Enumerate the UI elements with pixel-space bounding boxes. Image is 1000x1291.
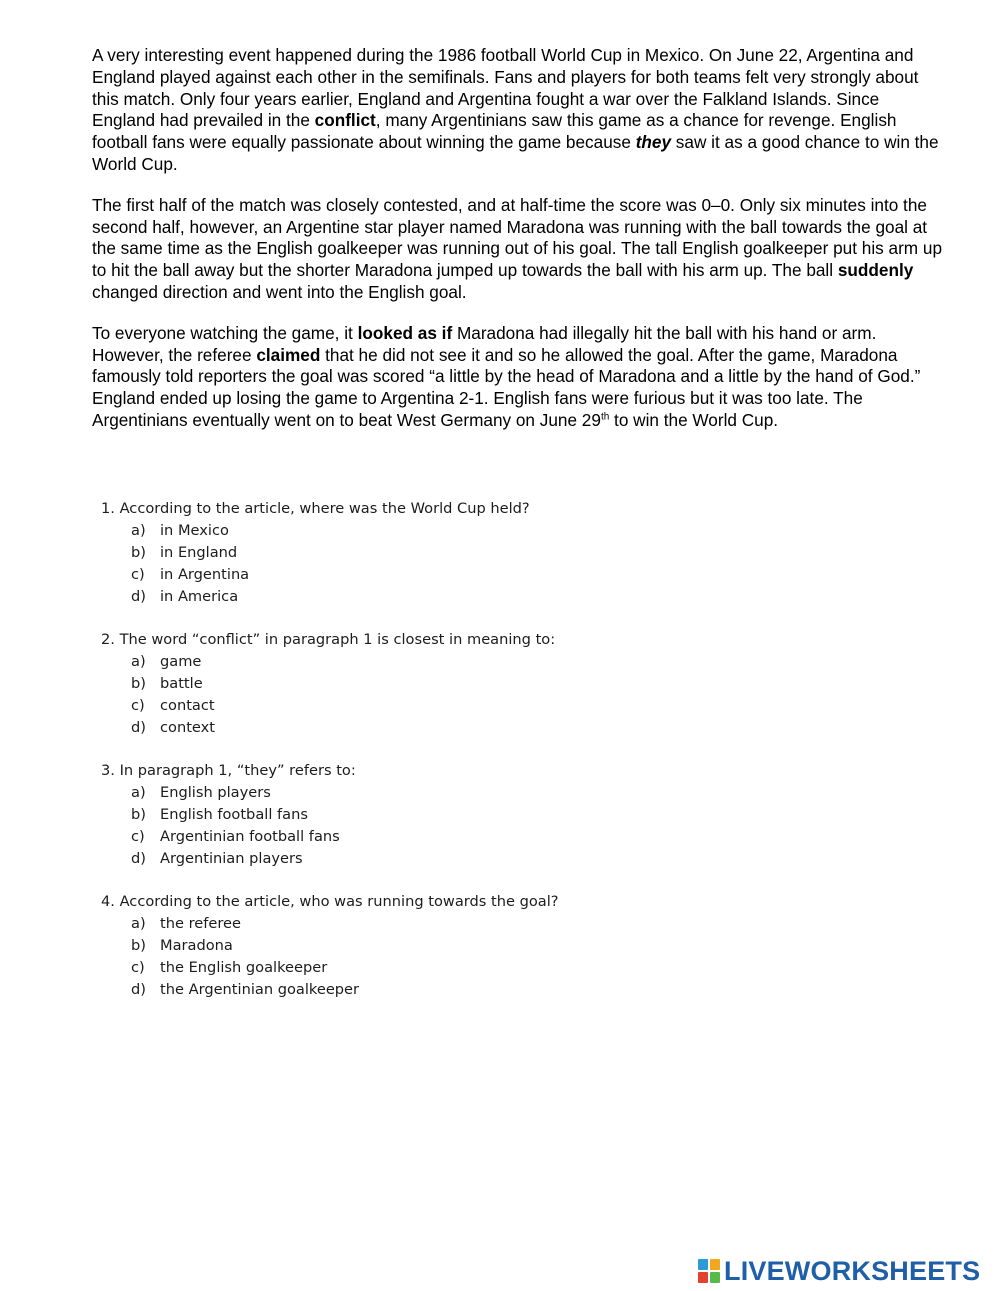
answer-option[interactable] [131,979,801,1001]
question-text: 1. According to the article, where was the World Cup held? [101,500,530,517]
answer-option[interactable] [131,542,801,564]
option-text: in Mexico [160,522,229,539]
option-text: Argentinian players [160,850,303,867]
paragraph-text: , many Argentinians saw this game as a chance for revenge. English football fans were equally passionate about winning the game because [92,110,897,153]
option-letter: c) [131,566,145,583]
paragraph-2 [92,195,942,304]
logo-tile [698,1259,708,1270]
paragraph-1 [92,45,942,176]
option-letter: c) [131,828,145,845]
option-text: Argentinian football fans [160,828,340,845]
question-4 [101,891,801,1001]
option-letter: a) [131,522,146,539]
answer-option[interactable] [131,717,801,739]
option-text: battle [160,675,203,692]
keyword-conflict: conflict [314,110,376,131]
paragraph-text: to win the World Cup. [609,409,779,430]
option-letter: d) [131,850,146,867]
option-letter: d) [131,719,146,736]
answer-option[interactable] [131,586,801,608]
option-letter: b) [131,937,146,954]
answer-options [101,782,801,870]
answer-options [101,520,801,608]
keyword-looked-as-if: looked as if [357,322,453,343]
option-letter: c) [131,697,145,714]
option-text: English football fans [160,806,308,823]
question-text: 2. The word “conflict” in paragraph 1 is closest in meaning to: [101,631,556,648]
reading-passage [92,45,942,451]
logo-tile [710,1259,720,1270]
question-2 [101,629,801,739]
question-list [101,498,801,1022]
answer-option[interactable] [131,957,801,979]
answer-option[interactable] [131,913,801,935]
ordinal-suffix: th [600,411,610,423]
question-3 [101,760,801,870]
keyword-claimed: claimed [256,344,321,365]
question-text: 4. According to the article, who was running towards the goal? [101,893,559,910]
paragraph-text: A very interesting event happened during the 1986 football World Cup in Mexico. On June 22, Argentina and England played against each other in the semifinals. Fans and players for both teams felt very strongly about this match. Only four years earlier, England and Argentina fought a war over the Falkland Islands. Since England had prevailed in the [92,45,919,131]
liveworksheets-logo[interactable] [698,1256,980,1286]
paragraph-text: Maradona had illegally hit the ball with his hand or arm. However, the referee [92,322,877,365]
answer-option[interactable] [131,782,801,804]
option-letter: a) [131,915,146,932]
answer-option[interactable] [131,826,801,848]
paragraph-text: The first half of the match was closely contested, and at half-time the score was 0–0. Only six minutes into the second half, however, an Argentine star player named Maradona was running with the ball towards the goal at the same time as the English goalkeeper was running out of his goal. The tall English goalkeeper put his arm up to hit the ball away but the shorter Maradona jumped up towards the ball with his arm up. The ball [92,194,943,281]
answer-option[interactable] [131,651,801,673]
liveworksheets-logo-icon [698,1259,720,1283]
keyword-suddenly: suddenly [837,260,914,281]
answer-options [101,913,801,1001]
option-letter: b) [131,806,146,823]
option-letter: b) [131,675,146,692]
question-text: 3. In paragraph 1, “they” refers to: [101,762,356,779]
option-text: context [160,719,216,736]
paragraph-3 [92,323,942,432]
answer-option[interactable] [131,673,801,695]
option-text: the referee [160,915,241,932]
logo-tile [710,1272,720,1283]
option-text: the Argentinian goalkeeper [160,981,360,998]
option-text: contact [160,697,215,714]
option-letter: a) [131,784,146,801]
answer-option[interactable] [131,804,801,826]
answer-option[interactable] [131,564,801,586]
option-text: in Argentina [160,566,250,583]
paragraph-text: that he did not see it and so he allowed the goal. After the game, Maradona famously told reporters the goal was scored “a little by the head of Maradona and a little by the hand of God.” England ended up losing the game to Argentina 2-1. English fans were furious but it was too late. The Argentinians eventually went on to beat West Germany on June 29 [92,344,921,430]
brand-name: LIVEWORKSHEETS [724,1255,981,1286]
option-text: the English goalkeeper [160,959,328,976]
answer-options [101,651,801,739]
question-1 [101,498,801,608]
option-letter: d) [131,981,146,998]
paragraph-text: To everyone watching the game, it [92,322,358,343]
option-text: Maradona [160,937,233,954]
paragraph-text: saw it as a good chance to win the World Cup. [92,132,939,174]
option-letter: d) [131,588,146,605]
paragraph-text: changed direction and went into the English goal. [92,281,467,302]
option-letter: b) [131,544,146,561]
keyword-they: they [635,132,672,153]
logo-tile [698,1272,708,1283]
option-text: game [160,653,202,670]
option-text: in England [160,544,238,561]
answer-option[interactable] [131,935,801,957]
answer-option[interactable] [131,520,801,542]
answer-option[interactable] [131,848,801,870]
option-letter: c) [131,959,145,976]
answer-option[interactable] [131,695,801,717]
option-letter: a) [131,653,146,670]
option-text: English players [160,784,271,801]
option-text: in America [160,588,239,605]
